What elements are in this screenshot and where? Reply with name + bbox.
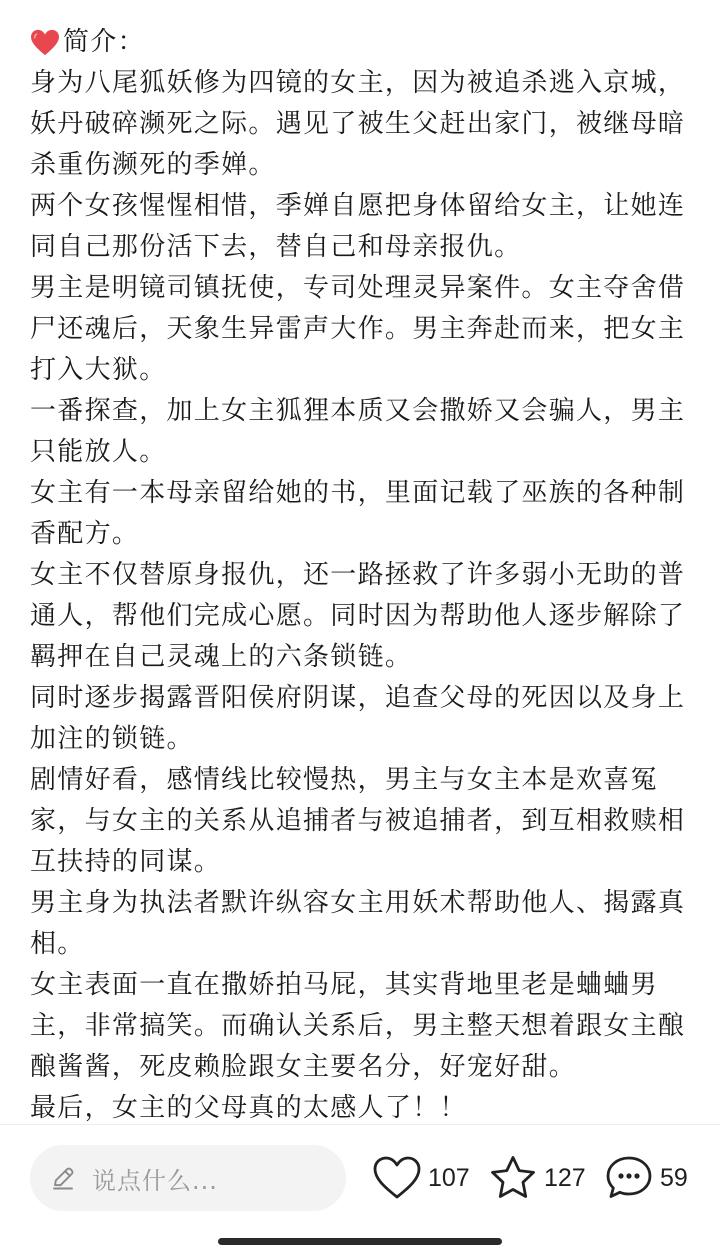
red-heart-icon (30, 29, 60, 57)
post-paragraph: 剧情好看，感情线比较慢热，男主与女主本是欢喜冤家，与女主的关系从追捕者与被追捕者，到互相救赎相互扶持的同谋。 (30, 765, 686, 877)
bottom-action-bar (0, 1125, 720, 1259)
comment-count: 59 (660, 1163, 688, 1192)
post-paragraph: 身为八尾狐妖修为四镜的女主，因为被追杀逃入京城，妖丹破碎濒死之际。遇见了被生父赶出家门，被继母暗杀重伤濒死的季婵。 (30, 68, 686, 180)
speech-bubble-icon (604, 1154, 654, 1202)
intro-label: 简介： (63, 27, 145, 57)
post-paragraph: 女主表面一直在撒娇拍马屁，其实背地里老是蛐蛐男主，非常搞笑。而确认关系后，男主整天想着跟女主酿酿酱酱，死皮赖脸跟女主要名分，好宠好甜。 (30, 970, 686, 1082)
post-paragraph: 女主有一本母亲留给她的书，里面记载了巫族的各种制香配方。 (30, 478, 686, 549)
home-indicator[interactable] (218, 1238, 502, 1245)
post-paragraph: 一番探查，加上女主狐狸本质又会撒娇又会骗人，男主只能放人。 (30, 396, 686, 467)
favorite-button[interactable] (488, 1152, 586, 1204)
post-paragraph: 最后，女主的父母真的太感人了！！ (30, 1093, 467, 1123)
heart-outline-icon (372, 1155, 422, 1201)
like-button[interactable] (372, 1152, 470, 1204)
comment-input[interactable] (30, 1145, 346, 1211)
intro-heading (30, 22, 694, 63)
post-paragraph: 男主身为执法者默许纵容女主用妖术帮助他人、揭露真相。 (30, 888, 686, 959)
post-paragraph: 两个女孩惺惺相惜，季婵自愿把身体留给女主，让她连同自己那份活下去，替自己和母亲报仇。 (30, 191, 686, 262)
favorite-count: 127 (544, 1163, 586, 1192)
post-paragraph: 同时逐步揭露晋阳侯府阴谋，追查父母的死因以及身上加注的锁链。 (30, 683, 686, 754)
post-body (30, 22, 694, 1129)
comment-button[interactable] (604, 1152, 688, 1204)
like-count: 107 (428, 1163, 470, 1192)
pencil-icon (50, 1165, 76, 1191)
star-outline-icon (488, 1154, 538, 1202)
post-paragraph: 男主是明镜司镇抚使，专司处理灵异案件。女主夺舍借尸还魂后，天象生异雷声大作。男主奔赴而来，把女主打入大狱。 (30, 273, 686, 385)
post-paragraph: 女主不仅替原身报仇，还一路拯救了许多弱小无助的普通人，帮他们完成心愿。同时因为帮助他人逐步解除了羁押在自己灵魂上的六条锁链。 (30, 560, 686, 672)
comment-placeholder: 说点什么... (92, 1166, 218, 1195)
